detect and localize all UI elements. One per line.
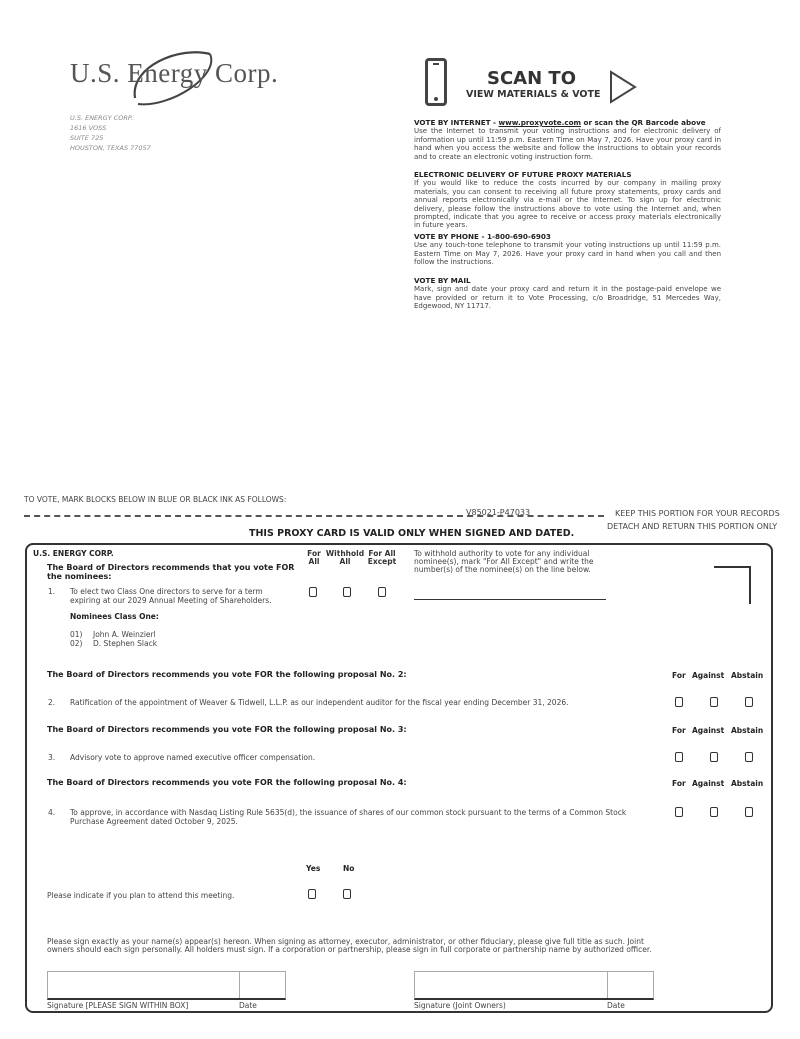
proposal1-recommendation-cont: the nominees:	[47, 572, 112, 581]
proposal4-number: 4.	[48, 808, 56, 817]
proposal4-text-cont: Purchase Agreement dated October 9, 2025.	[70, 817, 238, 826]
vote-internet-body: Use the Internet to transmit your voting instructions and for electronic delivery of information up until 11:59 p.m. Eastern Time on May 7, 2026. Have your proxy card in hand when you access the website and follow the instructions to obtain your records and to create an electronic voting instruction form.	[414, 127, 721, 161]
smartphone-icon	[425, 58, 447, 106]
company-logo: U.S. Energy Corp.	[70, 58, 279, 88]
play-arrow-icon	[609, 70, 637, 104]
scan-subtitle: VIEW MATERIALS & VOTE	[466, 89, 601, 100]
proposal1-recommendation: The Board of Directors recommends that you vote FOR	[47, 563, 295, 572]
proposal1-text: To elect two Class One directors to serve for a term	[70, 587, 263, 596]
attend-question: Please indicate if you plan to attend this meeting.	[47, 891, 235, 900]
date-label: Date	[239, 1001, 257, 1010]
proposal2-for-checkbox[interactable]	[675, 697, 683, 707]
proposal1-text-cont: expiring at our 2029 Annual Meeting of Shareholders.	[70, 596, 272, 605]
proposal3-number: 3.	[48, 753, 56, 762]
control-number: V85021-P47033	[466, 508, 531, 517]
detach-portion-label: DETACH AND RETURN THIS PORTION ONLY	[607, 522, 778, 531]
nominee-exception-line[interactable]	[414, 599, 606, 600]
joint-signature-box[interactable]	[414, 971, 654, 1000]
nominee-number: 01)	[70, 630, 83, 639]
vote-mail-title: VOTE BY MAIL	[414, 276, 471, 285]
col-for: For	[672, 726, 686, 735]
scan-title: SCAN TO	[487, 68, 577, 89]
nominee-number: 02)	[70, 639, 83, 648]
proposal3-text: Advisory vote to approve named executive officer compensation.	[70, 753, 316, 762]
proposal2-number: 2.	[48, 698, 56, 707]
vote-mail-body: Mark, sign and date your proxy card and return it in the postage-paid envelope we have provided or return it to Vote Processing, c/o Broadridge, 51 Mercedes Way, Edgewood, NY 11717.	[414, 285, 721, 311]
attend-yes-checkbox[interactable]	[308, 889, 316, 899]
sign-instructions: Please sign exactly as your name(s) appear(s) hereon. When signing as attorney, executor, administrator, or other fiduciary, please give full title as such. Joint	[47, 937, 644, 946]
checkbox-withhold-all[interactable]	[343, 587, 351, 597]
joint-date-label: Date	[607, 1001, 625, 1010]
valid-notice: THIS PROXY CARD IS VALID ONLY WHEN SIGNED AND DATED.	[249, 528, 575, 539]
proposal3-abstain-checkbox[interactable]	[745, 752, 753, 762]
sign-instructions-cont: owners should each sign personally. All holders must sign. If a corporation or partnership, please sign in full corporate or partnership name by authorized officer.	[47, 945, 652, 954]
proposal3-against-checkbox[interactable]	[710, 752, 718, 762]
col-for: For	[672, 779, 686, 788]
company-address	[70, 113, 151, 153]
vote-by-mail-section	[414, 277, 721, 311]
col-withhold-all: Withhold All	[325, 549, 365, 566]
col-no: No	[343, 864, 355, 873]
vote-phone-title: VOTE BY PHONE - 1-800-690-6903	[414, 232, 551, 241]
col-abstain: Abstain	[731, 779, 764, 788]
proxyvote-link[interactable]: www.proxyvote.com	[498, 118, 582, 127]
col-against: Against	[692, 671, 725, 680]
col-against: Against	[692, 779, 725, 788]
joint-signature-date-divider	[607, 972, 608, 998]
card-company-name: U.S. ENERGY CORP.	[33, 549, 114, 558]
address-line: HOUSTON, TEXAS 77057	[70, 144, 151, 152]
electronic-delivery-section	[414, 171, 721, 230]
address-line: U.S. ENERGY CORP.	[70, 114, 134, 122]
nominee-name: D. Stephen Slack	[93, 639, 158, 648]
electronic-delivery-body: If you would like to reduce the costs incurred by our company in mailing proxy materials, you can consent to receiving all future proxy statements, proxy cards and annual reports electronically via e-mail or the Internet. To sign up for electronic delivery, please follow the instructions above to vote using the Internet and, when prompted, indicate that you agree to receive or access proxy materials electronically in future years.	[414, 179, 721, 230]
nominees-title: Nominees Class One:	[70, 612, 159, 621]
vote-by-phone-section	[414, 233, 721, 267]
proposal3-for-checkbox[interactable]	[675, 752, 683, 762]
proposal1-number: 1.	[48, 587, 56, 596]
keep-portion-label: KEEP THIS PORTION FOR YOUR RECORDS	[615, 509, 780, 518]
attend-no-checkbox[interactable]	[343, 889, 351, 899]
marking-instruction: TO VOTE, MARK BLOCKS BELOW IN BLUE OR BLACK INK AS FOLLOWS:	[24, 495, 287, 504]
proposal4-abstain-checkbox[interactable]	[745, 807, 753, 817]
col-yes: Yes	[306, 864, 321, 873]
proposal4-for-checkbox[interactable]	[675, 807, 683, 817]
checkbox-for-all-except[interactable]	[378, 587, 386, 597]
withhold-instruction-cont: number(s) of the nominee(s) on the line below.	[414, 565, 591, 574]
checkbox-for-all[interactable]	[309, 587, 317, 597]
proposal2-recommendation: The Board of Directors recommends you vote FOR the following proposal No. 2:	[47, 670, 407, 679]
col-against: Against	[692, 726, 725, 735]
col-abstain: Abstain	[731, 671, 764, 680]
address-line: SUITE 725	[70, 134, 104, 142]
proposal2-against-checkbox[interactable]	[710, 697, 718, 707]
joint-signature-label: Signature (Joint Owners)	[414, 1001, 506, 1010]
nominee-name: John A. Weinzierl	[93, 630, 156, 639]
withhold-instruction: To withhold authority to vote for any individual	[414, 549, 590, 558]
col-for-all: For All	[307, 549, 321, 566]
proposal4-text: To approve, in accordance with Nasdaq Listing Rule 5635(d), the issuance of shares of our common stock pursuant to the terms of a Common Stock	[70, 808, 627, 817]
vote-phone-body: Use any touch-tone telephone to transmit your voting instructions up until 11:59 p.m. Eastern Time on May 7, 2026. Have your proxy card in hand when you call and then follow the instructions.	[414, 241, 721, 267]
withhold-instruction-cont: nominee(s), mark "For All Except" and write the	[414, 557, 594, 566]
col-abstain: Abstain	[731, 726, 764, 735]
proposal3-recommendation: The Board of Directors recommends you vote FOR the following proposal No. 3:	[47, 725, 407, 734]
proposal4-against-checkbox[interactable]	[710, 807, 718, 817]
col-for: For	[672, 671, 686, 680]
electronic-delivery-title: ELECTRONIC DELIVERY OF FUTURE PROXY MATERIALS	[414, 170, 632, 179]
proposal2-abstain-checkbox[interactable]	[745, 697, 753, 707]
col-for-all-except: For All Except	[367, 549, 397, 566]
address-line: 1616 VOSS	[70, 124, 107, 132]
vote-internet-title: VOTE BY INTERNET - www.proxyvote.com or scan the QR Barcode above	[414, 118, 706, 127]
registration-corner-mark	[714, 566, 751, 604]
signature-box[interactable]	[47, 971, 286, 1000]
signature-date-divider	[239, 972, 240, 998]
vote-by-internet-section	[414, 119, 721, 161]
signature-label: Signature [PLEASE SIGN WITHIN BOX]	[47, 1001, 189, 1010]
proposal4-recommendation: The Board of Directors recommends you vote FOR the following proposal No. 4:	[47, 778, 407, 787]
proposal2-text: Ratification of the appointment of Weaver & Tidwell, L.L.P. as our independent auditor for the fiscal year ending December 31, 2026.	[70, 698, 569, 707]
